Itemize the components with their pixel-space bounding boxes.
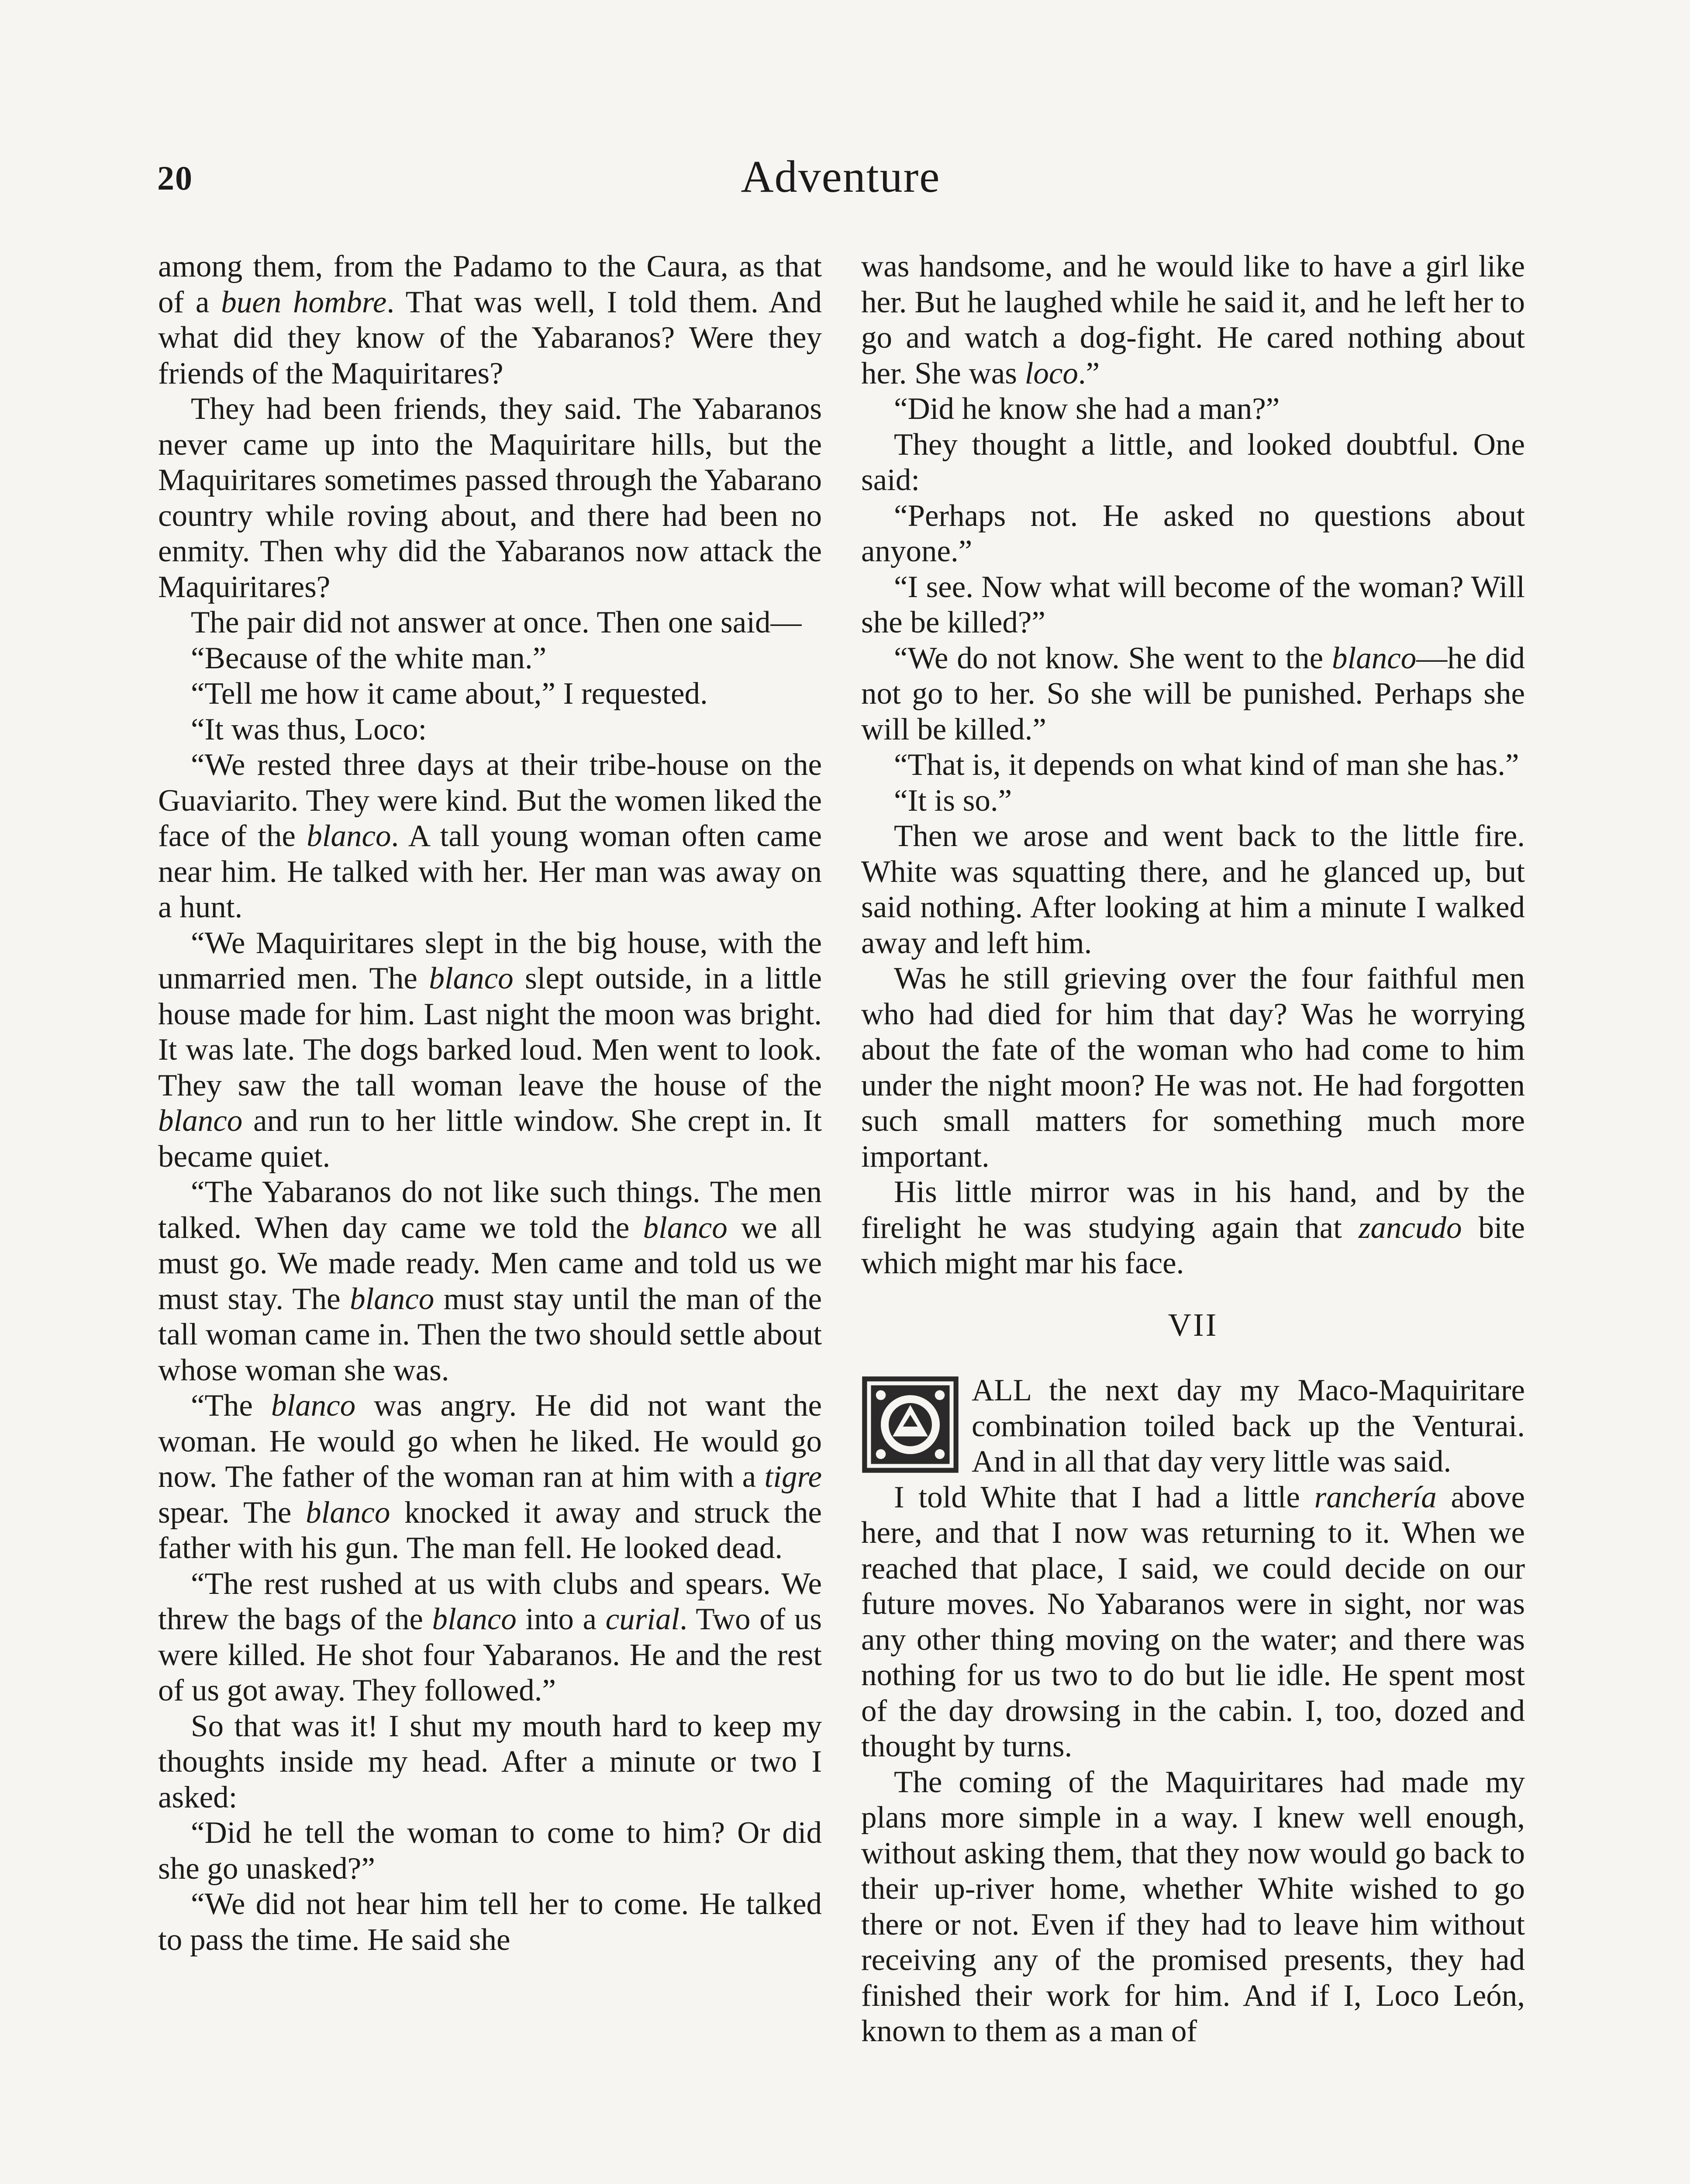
text-run: “Did he know she had a man?” — [894, 392, 1280, 426]
text-run: I told White that I had a little — [894, 1480, 1314, 1514]
text-run: must stay until the man of the tall woman came in. Then the two should settle about whose woman she was. — [158, 1282, 822, 1387]
paragraph — [158, 641, 822, 677]
text-run: slept outside, in a little house made for him. Last night the moon was bright. It was late. The dogs barked loud. Men went to look. They saw the tall woman leave the house of the — [158, 961, 822, 1102]
italic-text: ranchería — [1314, 1480, 1437, 1514]
right-column-bottom-text — [861, 1480, 1525, 2049]
text-run: “We Maquiritares slept in the big house, with the unmarried men. The — [158, 926, 822, 995]
ornamental-dropcap-icon — [861, 1375, 959, 1474]
text-run: spear. The — [158, 1495, 306, 1530]
paragraph — [861, 249, 1525, 391]
paragraph — [861, 427, 1525, 498]
text-run: So that was it! I shut my mouth hard to keep my thoughts inside my head. After a minute or two I asked: — [158, 1709, 822, 1814]
text-run: and run to her little window. She crept in. It became quiet. — [158, 1104, 822, 1174]
text-run: . Two of us were killed. He shot four Yabaranos. He and the rest of us got away. They followed.” — [158, 1602, 822, 1707]
text-run: bite which might mar his face. — [861, 1210, 1525, 1280]
paragraph — [158, 1566, 822, 1709]
text-run: “Tell me how it came about,” I requested. — [191, 677, 708, 711]
paragraph — [861, 819, 1525, 961]
right-text-column — [861, 249, 1525, 2049]
paragraph — [158, 1709, 822, 1816]
text-run: The pair did not answer at once. Then one said— — [191, 605, 802, 639]
text-run: —he did not go to her. So she will be punished. Perhaps she will be killed.” — [861, 641, 1525, 746]
left-text-column — [158, 249, 822, 1958]
italic-text: blanco — [1332, 641, 1417, 675]
italic-text: tigre — [764, 1460, 822, 1494]
text-run: They thought a little, and looked doubtful. One said: — [861, 427, 1525, 497]
text-run: “The rest rushed at us with clubs and spears. We threw the bags of the — [158, 1566, 822, 1636]
text-run: above here, and that I now was returning to it. When we reached that place, I said, we could decide on our future moves. No Yabaranos were in sight, nor was any other thing moving on the water; and there was nothing for us two to do but lie idle. He spent most of the day drowsing in the cabin. I, too, dozed and thought by turns. — [861, 1480, 1525, 1763]
dropcap-paragraph-text — [972, 1373, 1525, 1479]
text-run: “We do not know. She went to the — [894, 641, 1332, 675]
paragraph — [861, 1480, 1525, 1765]
dropcap-paragraph — [861, 1373, 1525, 1480]
paragraph — [158, 926, 822, 1175]
paragraph — [158, 1388, 822, 1566]
text-run: .” — [1078, 356, 1100, 390]
italic-text: blanco — [432, 1602, 517, 1636]
text-run: ALL the next day my Maco-Maquiritare combination toiled back up the Venturai. And in all that day very little was said. — [972, 1373, 1525, 1479]
italic-text: loco — [1024, 356, 1078, 390]
paragraph — [158, 676, 822, 712]
right-column-top-text — [861, 249, 1525, 1282]
paragraph — [158, 747, 822, 926]
text-run: The coming of the Maquiritares had made my plans more simple in a way. I knew well enough, without asking them, that they now would go back to their up-river home, whether White wished to go there or not. Even if they had to leave him without receiving any of the promised presents, they had finished their work for him. And if I, Loco León, known to them as a man of — [861, 1765, 1525, 2048]
italic-text: blanco — [271, 1389, 356, 1423]
text-run: “We rested three days at their tribe-house on the Guaviarito. They were kind. But the women liked the face of the — [158, 748, 822, 853]
paragraph — [158, 712, 822, 748]
text-run: His little mirror was in his hand, and by the firelight he was studying again that — [861, 1175, 1525, 1245]
page-number: 20 — [157, 159, 193, 197]
text-run: . A tall young woman often came near him. He talked with her. Her man was away on a hunt. — [158, 819, 822, 924]
paragraph — [158, 1887, 822, 1958]
text-run: into a — [516, 1602, 606, 1636]
paragraph — [861, 641, 1525, 748]
section-heading: VII — [1168, 1307, 1218, 1343]
page-header — [157, 151, 1524, 216]
text-run: among them, from the Padamo to the Caura, as that of a — [158, 249, 822, 319]
italic-text: blanco — [350, 1282, 435, 1316]
text-run: They had been friends, they said. The Yabaranos never came up into the Maquiritare hills, but the Maquiritares sometimes passed through the Yabarano country while roving about, and there had been no enmity. Then why did the Yabaranos now attack the Maquiritares? — [158, 392, 822, 604]
text-run: knocked it away and struck the father with his gun. The man fell. He looked dead. — [158, 1495, 822, 1565]
text-run: Was he still grieving over the four faithful men who had died for him that day? Was he worrying about the fate of the woman who had come to him under the night moon? He was not. He had forgotten such small matters for something much more important. — [861, 961, 1525, 1174]
text-run: “It is so.” — [894, 783, 1012, 818]
paragraph — [861, 747, 1525, 783]
italic-text: buen hombre — [221, 285, 387, 319]
paragraph — [861, 783, 1525, 819]
paragraph — [158, 1175, 822, 1388]
paragraph — [861, 570, 1525, 641]
paragraph — [861, 391, 1525, 427]
text-run: “Because of the white man.” — [191, 641, 547, 675]
text-run: . That was well, I told them. And what did they know of the Yabaranos? Were they friends of the Maquiritares? — [158, 285, 822, 390]
text-run: “The Yabaranos do not like such things. The men talked. When day came we told the — [158, 1175, 822, 1245]
text-run: “Perhaps not. He asked no questions about anyone.” — [861, 498, 1525, 568]
italic-text: zancudo — [1358, 1210, 1462, 1245]
paragraph — [158, 249, 822, 391]
italic-text: blanco — [307, 819, 391, 853]
text-run: “That is, it depends on what kind of man she has.” — [894, 748, 1519, 782]
italic-text: blanco — [643, 1210, 728, 1245]
text-run: was angry. He did not want the woman. He would go when he liked. He would go now. The father of the woman ran at him with a — [158, 1389, 822, 1494]
paragraph — [158, 391, 822, 605]
paragraph — [861, 498, 1525, 570]
text-run: “Did he tell the woman to come to him? Or did she go unasked?” — [158, 1816, 822, 1886]
paragraph — [158, 1815, 822, 1887]
italic-text: curial — [605, 1602, 680, 1636]
text-run: “I see. Now what will become of the woman? Will she be killed?” — [861, 570, 1525, 639]
paragraph — [861, 1175, 1525, 1282]
running-title: Adventure — [741, 152, 941, 202]
italic-text: blanco — [429, 961, 514, 995]
italic-text: blanco — [306, 1495, 390, 1530]
italic-text: blanco — [158, 1104, 243, 1138]
paragraph — [861, 961, 1525, 1175]
text-run: Then we arose and went back to the little fire. White was squatting there, and he glanced up, but said nothing. After looking at him a minute I walked away and left him. — [861, 819, 1525, 960]
paragraph — [861, 1765, 1525, 2049]
text-run: “The — [191, 1389, 271, 1423]
text-run: “We did not hear him tell her to come. He talked to pass the time. He said she — [158, 1887, 822, 1957]
text-run: we all must go. We made ready. Men came and told us we must stay. The — [158, 1210, 822, 1316]
text-run: “It was thus, Loco: — [191, 712, 427, 746]
text-run: was handsome, and he would like to have a girl like her. But he laughed while he said it, and he left her to go and watch a dog-fight. He cared nothing about her. She was — [861, 249, 1525, 390]
paragraph — [158, 605, 822, 641]
